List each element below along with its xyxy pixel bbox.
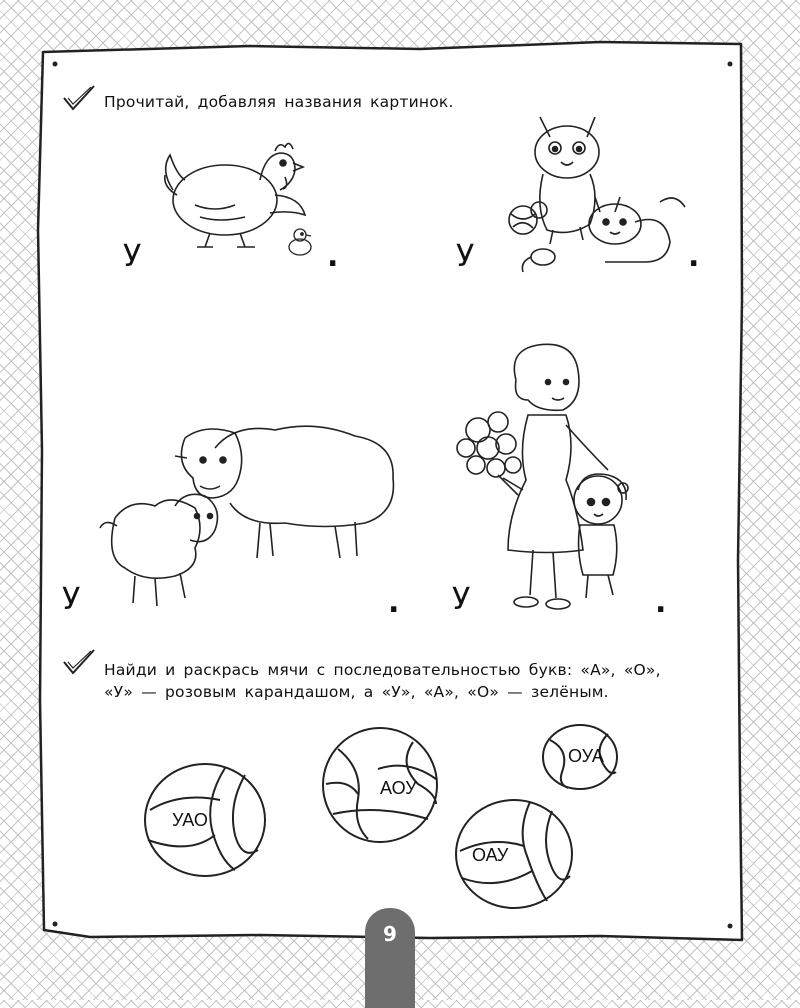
corner-pin (53, 62, 58, 67)
answer-dot: . (327, 239, 339, 274)
cats-picture (495, 112, 695, 277)
ball-oau[interactable] (452, 796, 577, 912)
answer-dot: . (655, 585, 667, 620)
corner-pin (53, 922, 58, 927)
ball-aou[interactable] (318, 724, 443, 846)
mother-daughter-picture (448, 340, 648, 615)
checkmark-icon (62, 648, 96, 676)
ball-label: ОУА (568, 746, 604, 766)
task2-instruction-line1: Найди и раскрась мячи с последовательностью букв: «А», «О», (104, 661, 661, 679)
ball-oua[interactable] (540, 722, 622, 792)
corner-pin (728, 62, 733, 67)
ball-uao[interactable] (140, 760, 270, 880)
ball-label: УАО (172, 810, 208, 830)
task2-instruction-line2: «У» — розовым карандашом, а «У», «А», «О» — зелёным. (104, 683, 609, 701)
page-number: 9 (383, 922, 397, 946)
checkmark-icon (62, 84, 96, 112)
sheep-picture (95, 418, 400, 613)
task1-instruction: Прочитай, добавляя названия картинок. (104, 93, 454, 111)
ball-label: ОАУ (472, 845, 509, 865)
answer-dot: . (688, 239, 700, 274)
letter-u: У (62, 582, 81, 617)
ball-label: АОУ (380, 778, 417, 798)
letter-u: У (123, 239, 142, 274)
letter-u: У (452, 582, 471, 617)
hen-picture (155, 135, 320, 265)
letter-u: У (456, 239, 475, 274)
answer-dot: . (388, 585, 400, 620)
corner-pin (728, 924, 733, 929)
